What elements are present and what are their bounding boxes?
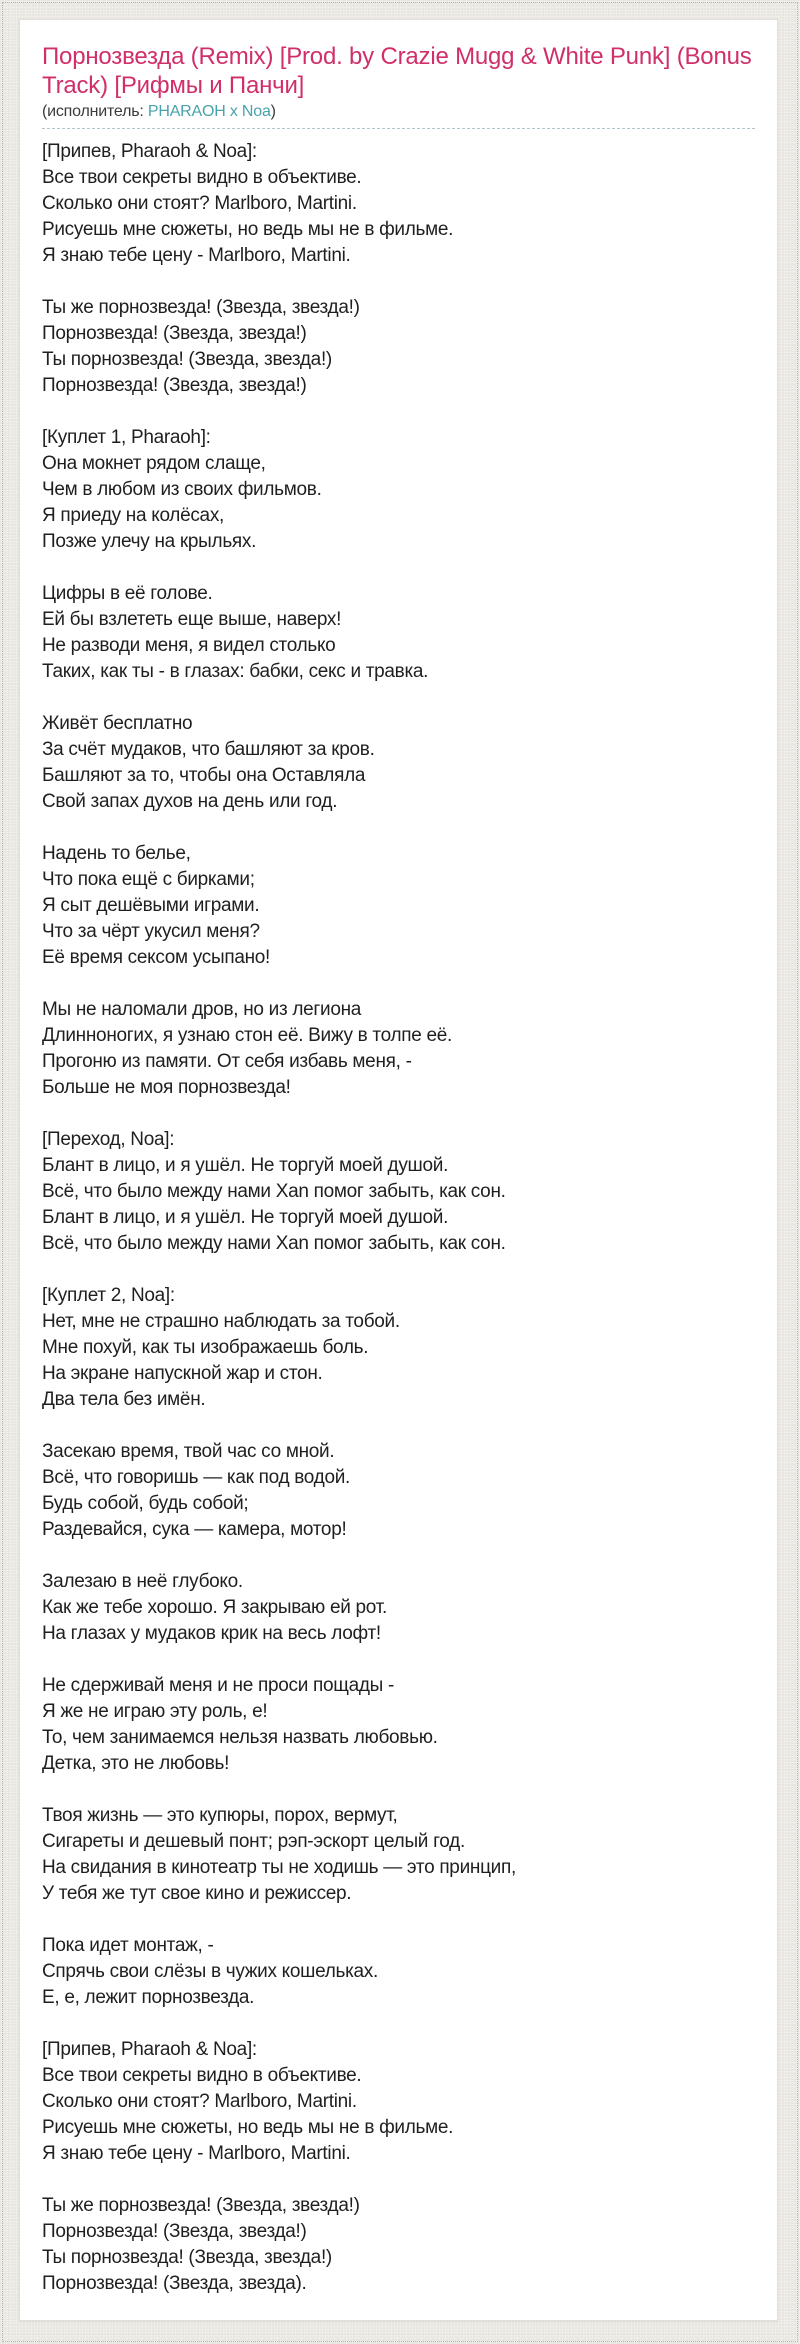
- lyrics-line: Порнозвезда! (Звезда, звезда!): [42, 2221, 307, 2242]
- lyrics-line: За счёт мудаков, что башляют за кров.: [42, 739, 375, 760]
- lyrics-stanza: [42, 997, 755, 1101]
- lyrics-line: Блант в лицо, и я ушёл. Не торгуй моей душой.: [42, 1155, 449, 1176]
- lyrics-line: У тебя же тут свое кино и режиссер.: [42, 1883, 352, 1904]
- lyrics-line: Всё, что было между нами Xan помог забыть, как сон.: [42, 1233, 506, 1254]
- lyrics-line: Блант в лицо, и я ушёл. Не торгуй моей душой.: [42, 1207, 449, 1228]
- lyrics-stanza: [42, 1673, 755, 1777]
- lyrics-stanza: [42, 2037, 755, 2167]
- lyrics-line: Будь собой, будь собой;: [42, 1493, 249, 1514]
- lyrics-line: Мы не наломали дров, но из легиона: [42, 999, 362, 1020]
- lyrics-line: [Куплет 2, Noa]:: [42, 1285, 175, 1306]
- lyrics-line: Больше не моя порнозвезда!: [42, 1077, 291, 1098]
- lyrics-line: Ей бы взлететь еще выше, наверх!: [42, 609, 342, 630]
- lyrics-line: Не сдерживай меня и не проси пощады -: [42, 1675, 394, 1696]
- lyrics-stanza: [42, 295, 755, 399]
- lyrics-card: [19, 19, 778, 2321]
- lyrics-stanza: [42, 425, 755, 555]
- performer-label: (исполнитель:: [42, 103, 148, 120]
- lyrics-line: Я приеду на колёсах,: [42, 505, 224, 526]
- lyrics-stanza: [42, 711, 755, 815]
- lyrics-line: [Переход, Noa]:: [42, 1129, 175, 1150]
- lyrics-line: Порнозвезда! (Звезда, звезда).: [42, 2273, 307, 2294]
- performer-label-suffix: ): [270, 103, 276, 120]
- lyrics-line: Сколько они стоят? Marlboro, Martini.: [42, 193, 357, 214]
- lyrics-line: Как же тебе хорошо. Я закрываю ей рот.: [42, 1597, 387, 1618]
- lyrics-line: То, чем занимаемся нельзя назвать любовью.: [42, 1727, 438, 1748]
- lyrics-line: Всё, что было между нами Xan помог забыть, как сон.: [42, 1181, 506, 1202]
- lyrics-line: Пока идет монтаж, -: [42, 1935, 214, 1956]
- lyrics-line: Всё, что говоришь — как под водой.: [42, 1467, 351, 1488]
- lyrics-line: Цифры в её голове.: [42, 583, 213, 604]
- lyrics-line: На глазах у мудаков крик на весь лофт!: [42, 1623, 381, 1644]
- lyrics-line: На экране напускной жар и стон.: [42, 1363, 323, 1384]
- lyrics-line: Рисуешь мне сюжеты, но ведь мы не в фильме.: [42, 2117, 454, 2138]
- lyrics-line: Ты же порнозвезда! (Звезда, звезда!): [42, 297, 360, 318]
- lyrics-line: Мне похуй, как ты изображаешь боль.: [42, 1337, 369, 1358]
- lyrics-stanza: [42, 841, 755, 971]
- lyrics: [42, 139, 755, 2297]
- lyrics-line: [Припев, Pharaoh & Noa]:: [42, 141, 257, 162]
- lyrics-line: На свидания в кинотеатр ты не ходишь — это принцип,: [42, 1857, 516, 1878]
- lyrics-line: Я же не играю эту роль, е!: [42, 1701, 268, 1722]
- lyrics-line: Я сыт дешёвыми играми.: [42, 895, 260, 916]
- lyrics-line: Порнозвезда! (Звезда, звезда!): [42, 375, 307, 396]
- lyrics-line: Все твои секреты видно в объективе.: [42, 2065, 362, 2086]
- lyrics-line: Засекаю время, твой час со мной.: [42, 1441, 335, 1462]
- lyrics-stanza: [42, 1569, 755, 1647]
- lyrics-line: Она мокнет рядом слаще,: [42, 453, 266, 474]
- lyrics-line: Позже улечу на крыльях.: [42, 531, 257, 552]
- lyrics-stanza: [42, 1283, 755, 1413]
- lyrics-line: Залезаю в неё глубоко.: [42, 1571, 243, 1592]
- lyrics-stanza: [42, 1803, 755, 1907]
- lyrics-stanza: [42, 1127, 755, 1257]
- lyrics-line: Нет, мне не страшно наблюдать за тобой.: [42, 1311, 400, 1332]
- page-title: Порнозвезда (Remix) [Prod. by Crazie Mugg & White Punk] (Bonus Track) [Рифмы и Панчи]: [42, 43, 752, 99]
- lyrics-line: Ты порнозвезда! (Звезда, звезда!): [42, 349, 332, 370]
- lyrics-line: Порнозвезда! (Звезда, звезда!): [42, 323, 307, 344]
- lyrics-line: Все твои секреты видно в объективе.: [42, 167, 362, 188]
- lyrics-line: Ты же порнозвезда! (Звезда, звезда!): [42, 2195, 360, 2216]
- lyrics-line: Сигареты и дешевый понт; рэп-эскорт целый год.: [42, 1831, 465, 1852]
- lyrics-line: Я знаю тебе цену - Marlboro, Martini.: [42, 2143, 351, 2164]
- lyrics-line: Башляют за то, чтобы она Оставляла: [42, 765, 366, 786]
- lyrics-line: Раздевайся, сука — камера, мотор!: [42, 1519, 347, 1540]
- lyrics-stanza: [42, 139, 755, 269]
- lyrics-line: [Припев, Pharaoh & Noa]:: [42, 2039, 257, 2060]
- performer-line: [42, 102, 755, 122]
- lyrics-line: Что пока ещё с бирками;: [42, 869, 255, 890]
- lyrics-line: Её время сексом усыпано!: [42, 947, 271, 968]
- lyrics-line: Надень то белье,: [42, 843, 191, 864]
- lyrics-line: Ты порнозвезда! (Звезда, звезда!): [42, 2247, 332, 2268]
- performer-link[interactable]: PHARAOH x Noa: [147, 103, 271, 120]
- lyrics-line: Прогоню из памяти. От себя избавь меня, -: [42, 1051, 412, 1072]
- lyrics-line: Я знаю тебе цену - Marlboro, Martini.: [42, 245, 351, 266]
- lyrics-stanza: [42, 581, 755, 685]
- lyrics-line: Таких, как ты - в глазах: бабки, секс и травка.: [42, 661, 429, 682]
- lyrics-line: Что за чёрт укусил меня?: [42, 921, 260, 942]
- lyrics-stanza: [42, 1933, 755, 2011]
- lyrics-line: Чем в любом из своих фильмов.: [42, 479, 322, 500]
- lyrics-line: Два тела без имён.: [42, 1389, 206, 1410]
- lyrics-line: Рисуешь мне сюжеты, но ведь мы не в фильме.: [42, 219, 454, 240]
- lyrics-line: Живёт бесплатно: [42, 713, 193, 734]
- lyrics-line: Е, е, лежит порнозвезда.: [42, 1987, 255, 2008]
- lyrics-stanza: [42, 2193, 755, 2297]
- lyrics-line: Спрячь свои слёзы в чужих кошельках.: [42, 1961, 378, 1982]
- lyrics-line: Не разводи меня, я видел столько: [42, 635, 336, 656]
- lyrics-line: [Куплет 1, Pharaoh]:: [42, 427, 211, 448]
- lyrics-line: Детка, это не любовь!: [42, 1753, 230, 1774]
- lyrics-line: Свой запах духов на день или год.: [42, 791, 338, 812]
- dashed-separator: [42, 128, 755, 129]
- lyrics-stanza: [42, 1439, 755, 1543]
- lyrics-line: Сколько они стоят? Marlboro, Martini.: [42, 2091, 357, 2112]
- lyrics-line: Твоя жизнь — это купюры, порох, вермут,: [42, 1805, 398, 1826]
- lyrics-line: Длинноногих, я узнаю стон её. Вижу в толпе её.: [42, 1025, 452, 1046]
